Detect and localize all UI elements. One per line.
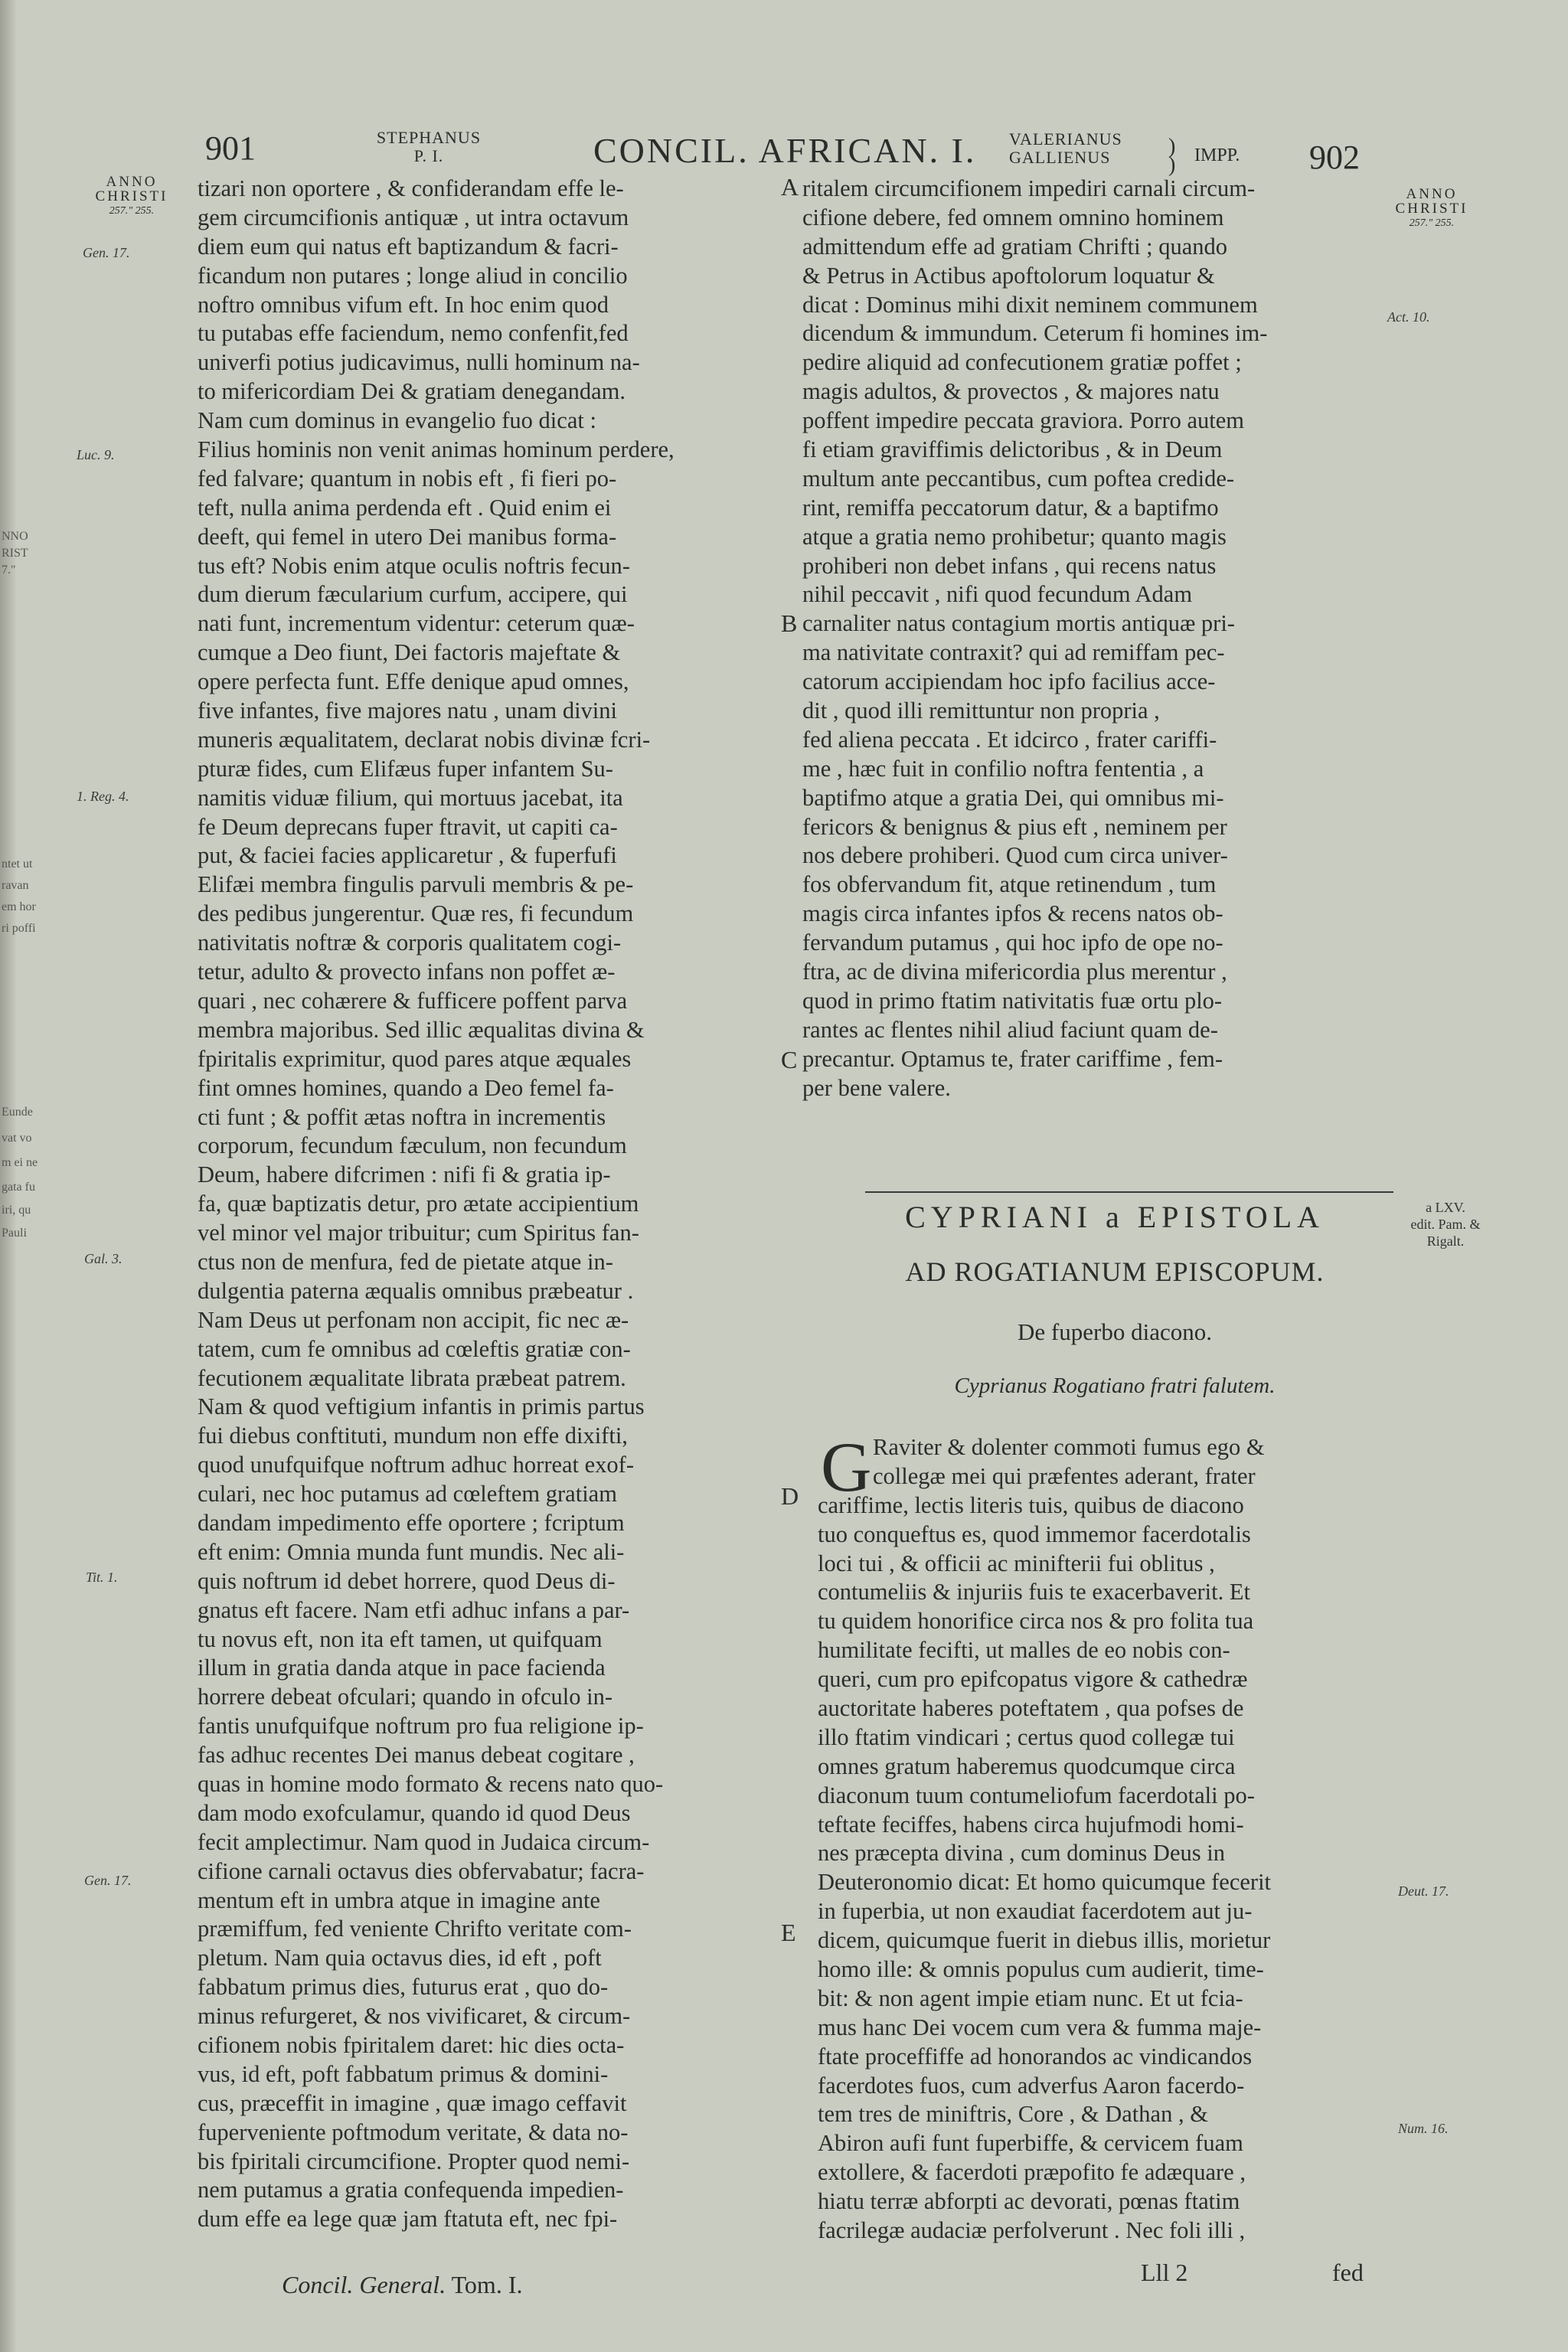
- right-column-line: me , hæc fuit in confilio noftra fententia , a: [802, 755, 1204, 782]
- edition-number: a LXV.: [1426, 1200, 1465, 1215]
- facing-page-fragment: ntet ut: [2, 858, 33, 871]
- right-column-line: poffent impedire peccata graviora. Porro autem: [802, 407, 1244, 434]
- right-header-names: [1009, 130, 1162, 167]
- epistle-line: auctoritate haberes poteftatem , qua pofses de: [818, 1695, 1244, 1722]
- header-name-stephanus: STEPHANUS: [376, 128, 482, 147]
- left-column-line: Nam & quod veftigium infantis in primis partus: [198, 1393, 645, 1420]
- right-column-line: quod in primo ftatim nativitatis fuæ ortu plo-: [802, 987, 1223, 1014]
- left-column-line: pturæ fides, cum Elifæus fuper infantem Su-: [198, 755, 613, 782]
- facing-page-fragment: m ei ne: [2, 1156, 38, 1169]
- epistle-line: extollere, & facerdoti præpofito fe adæquare ,: [818, 2159, 1246, 2186]
- epistle-line: homo ille: & omnis populus cum audierit, time-: [818, 1956, 1264, 1983]
- facing-page-fragment: NNO: [2, 530, 28, 543]
- header-name-valerianus: VALERIANUS: [1009, 129, 1122, 149]
- right-column-line: ritalem circumcifionem impediri carnali circum-: [802, 175, 1256, 201]
- epistle-line: hiatu terræ abforpti ac devorati, pœnas ftatim: [818, 2188, 1240, 2215]
- left-column-line: fint omnes homines, quando a Deo femel fa-: [198, 1074, 614, 1101]
- right-column-line: fervandum putamus , qui hoc ipfo de ope no-: [802, 929, 1223, 956]
- page-title: CONCIL. AFRICAN. I.: [593, 131, 977, 170]
- facing-page-fragment: Eunde: [2, 1106, 33, 1119]
- left-column-line: præmiffum, fed veniente Chrifto veritate com-: [198, 1916, 632, 1942]
- left-column-line: cus, præceffit in imagine , quæ imago ceffavit: [198, 2089, 627, 2116]
- left-column-line: Filius hominis non venit animas hominum perdere,: [198, 436, 675, 463]
- left-column-line: vel minor vel major tribuitur; cum Spiritus fan-: [198, 1220, 639, 1246]
- left-column-line: fpiritalis exprimitur, quod pares atque æquales: [198, 1045, 632, 1072]
- left-column-line: quas in homine modo formato & recens nato quo-: [198, 1770, 664, 1797]
- left-column-line: cifionem nobis fpiritalem daret: hic dies octa-: [198, 2032, 625, 2058]
- header-impp: IMPP.: [1194, 145, 1240, 165]
- epistle-line: collegæ mei qui præfentes aderant, frater: [873, 1462, 1256, 1489]
- left-column-line: nati funt, incrementum videntur: ceterum quæ-: [198, 610, 635, 637]
- right-column-line: ma nativitate contraxit? qui ad remiffam pec-: [802, 639, 1225, 666]
- epistle-line: Raviter & dolenter commoti fumus ego &: [873, 1434, 1265, 1460]
- right-column-line: admittendum effe ad gratiam Chrifti ; quando: [802, 233, 1228, 260]
- right-column-line: multum ante peccantibus, cum poftea credide-: [802, 465, 1235, 492]
- left-column-line: ficandum non putares ; longe aliud in concilio: [198, 262, 628, 289]
- epistle-line: tem tres de miniftris, Core , & Dathan , &: [818, 2101, 1208, 2128]
- epistle-line: Abiron aufi funt fuperbiffe, & cervicem fuam: [818, 2130, 1243, 2157]
- epistle-line: dicem, quicumque fuerit in diebus illis, morietur: [818, 1927, 1271, 1954]
- right-column-line: & Petrus in Actibus apoftolorum loquatur &: [802, 262, 1215, 289]
- left-column-line: tatem, cum fe omnibus ad cœleftis gratiæ con-: [198, 1335, 631, 1362]
- christi-label: CHRISTI: [1395, 201, 1468, 217]
- left-column-line: dulgentia paterna æqualis omnibus præbeatur .: [198, 1277, 634, 1304]
- right-column-line: catorum accipiendam hoc ipfo facilius acce-: [802, 668, 1216, 695]
- margin-ref-1reg4: 1. Reg. 4.: [77, 789, 129, 804]
- epistle-line: humilitate fecifti, ut malles de eo nobis con-: [818, 1637, 1230, 1664]
- facing-page-fragment: em hor: [2, 900, 36, 913]
- epistle-line: diaconum tuum contumeliofum facerdotali po-: [818, 1782, 1255, 1808]
- right-column-text: [802, 175, 1373, 1103]
- facing-page-fragment: RIST: [2, 547, 28, 560]
- header-brace: ): [1168, 153, 1176, 177]
- right-column-line: cifione debere, fed omnem omnino hominem: [802, 204, 1224, 230]
- epistle-line: loci tui , & officii ac minifterii fui oblitus ,: [818, 1550, 1215, 1576]
- facing-page-fragment: 7.": [2, 564, 22, 577]
- left-column-line: quari , nec cohærere & fufficere poffent parva: [198, 987, 628, 1014]
- margin-ref-deut17: Deut. 17.: [1398, 1883, 1449, 1899]
- section-letter-b: B: [781, 609, 798, 637]
- left-column-line: put, & faciei facies applicaretur , & fuperfufi: [198, 842, 617, 869]
- christi-label: CHRISTI: [95, 188, 168, 204]
- right-column-line: magis circa infantes ipfos & recens natos ob-: [802, 900, 1223, 927]
- footer-collection: [282, 2271, 522, 2299]
- anno-label: ANNO: [106, 174, 158, 190]
- right-column-line: nos debere prohiberi. Quod cum circa univer-: [802, 842, 1228, 869]
- right-column-line: fi etiam graviffimis delictoribus , & in Deum: [802, 436, 1223, 463]
- right-column-line: prohiberi non debet infans , qui recens natus: [802, 552, 1217, 579]
- margin-ref-gen17b: Gen. 17.: [84, 1873, 132, 1888]
- section-letter-c: C: [781, 1046, 798, 1073]
- header-name-gallienus: GALLIENUS: [1009, 148, 1111, 167]
- left-column-line: fabbatum primus dies, futurus erat , quo do-: [198, 1974, 609, 2001]
- margin-ref-tit1: Tit. 1.: [86, 1570, 118, 1585]
- left-column-line: dam modo exofculamur, quando id quod Deus: [198, 1799, 631, 1826]
- left-column-line: eft enim: Omnia munda funt mundis. Nec ali-: [198, 1538, 625, 1565]
- epistle-line: facerdotes fuos, cum adverfus Aaron facerdo-: [818, 2072, 1245, 2099]
- epistle-body: [818, 1428, 1384, 2246]
- left-column-line: gem circumcifionis antiquæ , ut intra octavum: [198, 204, 629, 230]
- left-column-line: univerfi potius judicavimus, nulli hominum na-: [198, 349, 640, 376]
- epistle-line: bit: & non agent impie etiam nunc. Et ut fcia-: [818, 1984, 1243, 2011]
- section-letter-e: E: [781, 1919, 796, 1946]
- facing-page-fragment: vat vo: [2, 1132, 32, 1145]
- left-column-line: namitis viduæ filium, qui mortuus jacebat, ita: [198, 784, 623, 811]
- epistle-topic: De fuperbo diacono.: [1018, 1318, 1212, 1345]
- left-column-line: Nam Deus ut perfonam non accipit, fic nec æ-: [198, 1306, 629, 1333]
- right-column-line: dicat : Dominus mihi dixit neminem communem: [802, 291, 1258, 318]
- margin-ref-num16: Num. 16.: [1398, 2121, 1449, 2136]
- right-column-line: dit , quod illi remittuntur non propria ,: [802, 697, 1160, 724]
- anno-years: 257." 255.: [1409, 217, 1455, 229]
- left-column-line: vus, id eft, poft fabbatum primus & domini-: [198, 2060, 609, 2087]
- left-column-line: Elifæi membra fingulis parvuli membris & pe-: [198, 871, 634, 898]
- facing-page-fragment: iri, qu: [2, 1204, 31, 1217]
- epistle-line: teftate feciffes, habens circa hujufmodi homi-: [818, 1811, 1244, 1838]
- left-column-line: fecit amplectimur. Nam quod in Judaica circum-: [198, 1828, 650, 1855]
- left-column-text: [198, 175, 787, 2234]
- epistle-line: contumeliis & injuriis fuis te exacerbaverit. Et: [818, 1579, 1250, 1606]
- right-column-line: nihil peccavit , nifi quod fecundum Adam: [802, 581, 1193, 608]
- left-column-line: nem putamus a gratia confequenda impedien-: [198, 2177, 624, 2203]
- epistle-line: queri, cum pro epifcopatus vigore & cathedræ: [818, 1666, 1248, 1693]
- epistle-line: facrilegæ audaciæ perfolverunt . Nec foli illi ,: [818, 2217, 1246, 2244]
- left-column-line: quis noftrum id debet horrere, quod Deus di-: [198, 1567, 616, 1594]
- right-column-line: per bene valere.: [802, 1074, 951, 1101]
- left-column-line: fed falvare; quantum in nobis eft , fi fieri po-: [198, 465, 617, 492]
- right-column-line: pedire aliquid ad confecutionem gratiæ poffet ;: [802, 349, 1242, 376]
- epistle-line: Deuteronomio dicat: Et homo quicumque fecerit: [818, 1869, 1272, 1896]
- epistle-salutation: Cyprianus Rogatiano fratri falutem.: [954, 1374, 1276, 1398]
- left-column-line: noftro omnibus vifum eft. In hoc enim quod: [198, 291, 609, 318]
- epistle-title: CYPRIANI a EPISTOLA: [905, 1200, 1325, 1234]
- anno-years: 257." 255.: [109, 205, 155, 217]
- right-column-line: rantes ac flentes nihil aliud faciunt quam de-: [802, 1016, 1218, 1043]
- right-column-line: baptifmo atque a gratia Dei, qui omnibus mi-: [802, 784, 1224, 811]
- margin-ref-act10: Act. 10.: [1387, 309, 1430, 325]
- right-column-line: fos obfervandum fit, atque retinendum , tum: [802, 871, 1217, 898]
- left-column-line: fe Deum deprecans fuper ftravit, ut capiti ca-: [198, 813, 618, 840]
- epistle-line: in fuperbia, ut non exaudiat facerdotem aut ju-: [818, 1898, 1253, 1925]
- left-column-line: to mifericordiam Dei & gratiam denegandam.: [198, 378, 626, 405]
- right-column-line: magis adultos, & provectos , & majores natu: [802, 378, 1220, 405]
- left-column-line: bis fpiritali circumcifione. Propter quod nemi-: [198, 2148, 630, 2174]
- edition-pam: edit. Pam. &: [1410, 1217, 1481, 1232]
- left-column-line: nativitatis noftræ & corporis qualitatem cogi-: [198, 929, 622, 956]
- facing-page-fragment: ravan: [2, 879, 29, 892]
- left-column-line: dandam impedimento effe oportere ; fcriptum: [198, 1509, 625, 1536]
- section-letter-a: A: [781, 173, 799, 201]
- right-column-line: fericors & benignus & pius eft , neminem per: [802, 813, 1227, 840]
- left-header-names: [360, 129, 498, 165]
- right-column-line: ftra, ac de divina mifericordia plus merentur ,: [802, 959, 1227, 985]
- left-column-line: muneris æqualitatem, declarat nobis divinæ fcri-: [198, 726, 651, 753]
- left-column-line: culari, nec hoc putamus ad cœleftem gratiam: [198, 1481, 617, 1508]
- edition-rigalt: Rigalt.: [1426, 1233, 1465, 1249]
- epistle-line: nes præcepta divina , cum dominus Deus in: [818, 1840, 1225, 1867]
- section-rule: [865, 1191, 1393, 1193]
- facing-page-fragment: gata fu: [2, 1181, 35, 1194]
- left-column-line: opere perfecta funt. Effe denique apud omnes,: [198, 668, 629, 695]
- right-column-line: fed aliena peccata . Et idcirco , frater cariffi-: [802, 726, 1217, 753]
- anno-christi-left: [70, 175, 193, 218]
- epistle-line: illo ftatim vindicari ; certus quod collegæ tui: [818, 1723, 1235, 1750]
- left-column-line: fui diebus conftituti, mundum non effe dixifti,: [198, 1423, 628, 1449]
- margin-ref-gal3: Gal. 3.: [84, 1251, 122, 1266]
- left-column-line: tu novus eft, non ita eft tamen, ut quifquam: [198, 1625, 603, 1652]
- right-column-line: atque a gratia nemo prohibetur; quanto magis: [802, 523, 1227, 550]
- margin-ref-gen17: Gen. 17.: [83, 245, 130, 260]
- epistle-line: ftate proceffiffe ad honorandos ac vindicandos: [818, 2043, 1253, 2069]
- left-column-line: five infantes, five majores natu , unam divini: [198, 697, 618, 724]
- left-column-line: cti funt ; & poffit ætas noftra in incrementis: [198, 1103, 606, 1130]
- footer-concil: Concil. General.: [282, 2271, 446, 2298]
- left-column-line: cifione carnali octavus dies obfervabatur; facra-: [198, 1857, 645, 1884]
- left-column-line: des pedibus jungerentur. Quæ res, fi fecundum: [198, 900, 634, 927]
- facing-page-fragment: ri poffi: [2, 922, 36, 935]
- epistle-subtitle: AD ROGATIANUM EPISCOPUM.: [905, 1256, 1325, 1287]
- left-page-number: 901: [205, 129, 256, 167]
- right-column-line: precantur. Optamus te, frater cariffime , fem-: [802, 1045, 1223, 1072]
- section-letter-d: D: [781, 1482, 799, 1510]
- left-column-line: pletum. Nam quia octavus dies, id eft , poft: [198, 1945, 602, 1971]
- footer-signature: Lll 2: [1141, 2259, 1188, 2286]
- footer-catchword: fed: [1332, 2259, 1364, 2286]
- epistle-line: tuo conqueftus es, quod immemor facerdotalis: [818, 1521, 1251, 1547]
- left-column-line: membra majoribus. Sed illic æqualitas divina &: [198, 1016, 645, 1043]
- left-column-line: cumque a Deo fiunt, Dei factoris majeftate &: [198, 639, 621, 666]
- epistle-line: omnes gratum haberemus quodcumque circa: [818, 1753, 1236, 1779]
- left-column-line: deeft, qui femel in utero Dei manibus forma-: [198, 523, 617, 550]
- left-column-line: mentum eft in umbra atque in imagine ante: [198, 1886, 600, 1913]
- right-column-line: dicendum & immundum. Ceterum fi homines im-: [802, 320, 1268, 347]
- left-column-line: teft, nulla anima perdenda eft . Quid enim ei: [198, 494, 612, 521]
- left-column-line: fa, quæ baptizatis detur, pro ætate accipientium: [198, 1191, 639, 1217]
- right-column-line: rint, remiffa peccatorum datur, & a baptifmo: [802, 494, 1219, 521]
- left-column-line: minus refurgeret, & nos vivificaret, & circum-: [198, 2003, 631, 2030]
- left-column-line: fuperveniente poftmodum veritate, & data no-: [198, 2118, 629, 2145]
- left-column-line: fantis unufquifque noftrum pro fua religione ip-: [198, 1713, 644, 1740]
- left-column-line: diem eum qui natus eft baptizandum & facri-: [198, 233, 619, 260]
- epistle-line: cariffime, lectis literis tuis, quibus de diacono: [818, 1491, 1244, 1518]
- left-column-line: tizari non oportere , & confiderandam effe le-: [198, 175, 624, 201]
- epistle-line: tu quidem honorifice circa nos & pro folita tua: [818, 1608, 1254, 1635]
- margin-ref-luc9: Luc. 9.: [77, 447, 115, 462]
- left-column-line: Deum, habere difcrimen : nifi fi & gratia ip-: [198, 1161, 611, 1188]
- left-column-line: ctus non de menfura, fed de pietate atque in-: [198, 1248, 613, 1275]
- left-column-line: fas adhuc recentes Dei manus debeat cogitare ,: [198, 1742, 635, 1769]
- drop-cap: G: [821, 1428, 872, 1506]
- anno-label: ANNO: [1406, 186, 1458, 202]
- left-column-line: quod unufquifque noftrum adhuc horreat exof-: [198, 1452, 634, 1478]
- left-column-line: dum dierum fæcularium curfum, accipere, qui: [198, 581, 628, 608]
- header-name-pope: P. I.: [413, 146, 444, 165]
- left-column-line: dum effe ea lege quæ jam ftatuta eft, nec fpi-: [198, 2206, 618, 2233]
- left-column-line: tu putabas effe faciendum, nemo confenfit,fed: [198, 320, 629, 347]
- left-column-line: tus eft? Nobis enim atque oculis noftris fecun-: [198, 552, 630, 579]
- left-column-line: fecutionem æqualitate librata præbeat patrem.: [198, 1364, 626, 1391]
- right-page-number: 902: [1309, 139, 1360, 176]
- epistle-line: mus hanc Dei vocem cum vera & fumma maje-: [818, 2014, 1262, 2040]
- left-column-line: corporum, fecundum fæculum, non fecundum: [198, 1132, 627, 1159]
- left-column-line: horrere debeat ofculari; quando in ofculo in-: [198, 1684, 613, 1710]
- left-column-line: tetur, adulto & provecto infans non poffet æ-: [198, 959, 616, 985]
- left-column-line: Nam cum dominus in evangelio fuo dicat :: [198, 407, 596, 434]
- anno-christi-right: [1378, 187, 1485, 230]
- header-brace: ): [1168, 135, 1176, 158]
- left-column-line: gnatus eft facere. Nam etfi adhuc infans a par-: [198, 1596, 630, 1623]
- footer-tome: Tom. I.: [451, 2271, 523, 2298]
- facing-page-fragment: Pauli: [2, 1227, 27, 1240]
- left-column-line: illum in gratia danda atque in pace facienda: [198, 1655, 606, 1681]
- right-column-line: carnaliter natus contagium mortis antiquæ pri-: [802, 610, 1235, 637]
- book-spine-shadow: [0, 0, 17, 2352]
